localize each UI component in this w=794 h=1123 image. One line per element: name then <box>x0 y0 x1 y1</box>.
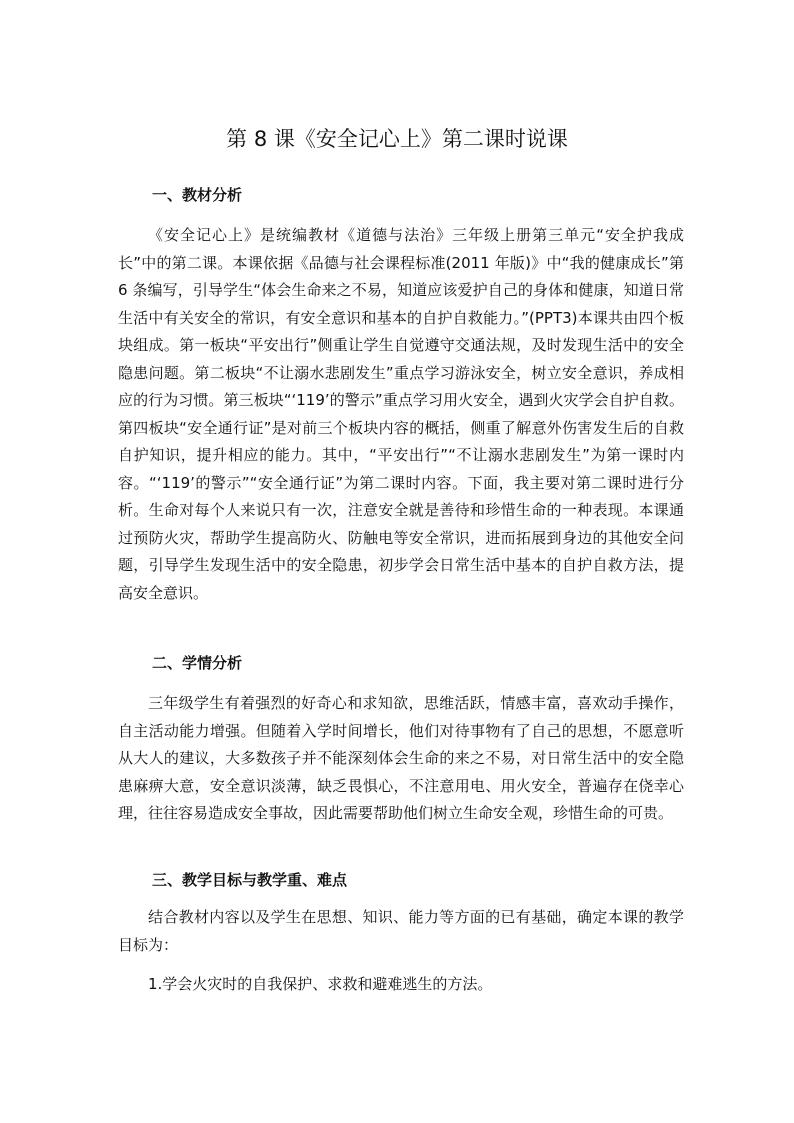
section-heading-textbook-analysis: 一、教材分析 <box>152 186 243 204</box>
section-heading-student-analysis: 二、学情分析 <box>152 654 243 672</box>
paragraph-student-analysis: 三年级学生有着强烈的好奇心和求知欲，思维活跃，情感丰富，喜欢动手操作，自主活动能力增强。但随着入学时间增长，他们对待事物有了自己的思想，不愿意听从大人的建议，大多数孩子并不能深刻体会生命的来之不易，对日常生活中的安全隐患麻痹大意，安全意识淡薄，缺乏畏惧心，不注意用电、用火安全，普遍存在侥幸心理，往往容易造成安全事故，因此需要帮助他们树立生命安全观，珍惜生命的可贵。 <box>118 694 684 822</box>
paragraph-teaching-objectives: 结合教材内容以及学生在思想、知识、能力等方面的已有基础，确定本课的教学目标为： <box>118 908 684 954</box>
paragraph-textbook-analysis: 《安全记心上》是统编教材《道德与法治》三年级上册第三单元“安全护我成长”中的第二课。本课依据《品德与社会课程标准(2011 年版)》中“我的健康成长”第 6 条编写，引导学生“体会生命来之不易，知道应该爱护自己的身体和健康，知道日常生活中有关安全的常识，有安全意识和基本的自护自救能力。”(PPT3)本课共由四个板块组成。第一板块“平安出行”侧重让学生自觉遵守交通法规，及时发现生活中的安全隐患问题。第二板块“不让溺水悲剧发生”重点学习游泳安全，树立安全意识，养成相应的行为习惯。第三板块“‘119’的警示”重点学习用火安全，遇到火灾学会自护自救。第四板块“安全通行证”是对前三个板块内容的概括，侧重了解意外伤害发生后的自救自护知识，提升相应的能力。其中，“平安出行”“不让溺水悲剧发生”为第一课时内容。“‘119’的警示”“安全通行证”为第二课时内容。下面，我主要对第二课时进行分析。生命对每个人来说只有一次，注意安全就是善待和珍惜生命的一种表现。本课通过预防火灾，帮助学生提高防火、防触电等安全常识，进而拓展到身边的其他安全问题，引导学生发现生活中的安全隐患，初步学会日常生活中基本的自护自救方法，提高安全意识。 <box>118 226 684 602</box>
section-heading-teaching-objectives: 三、教学目标与教学重、难点 <box>152 871 348 889</box>
objective-list-item: 1.学会火灾时的自我保护、求救和避难逃生的方法。 <box>148 975 493 993</box>
document-title: 第 8 课《安全记心上》第二课时说课 <box>226 127 568 151</box>
